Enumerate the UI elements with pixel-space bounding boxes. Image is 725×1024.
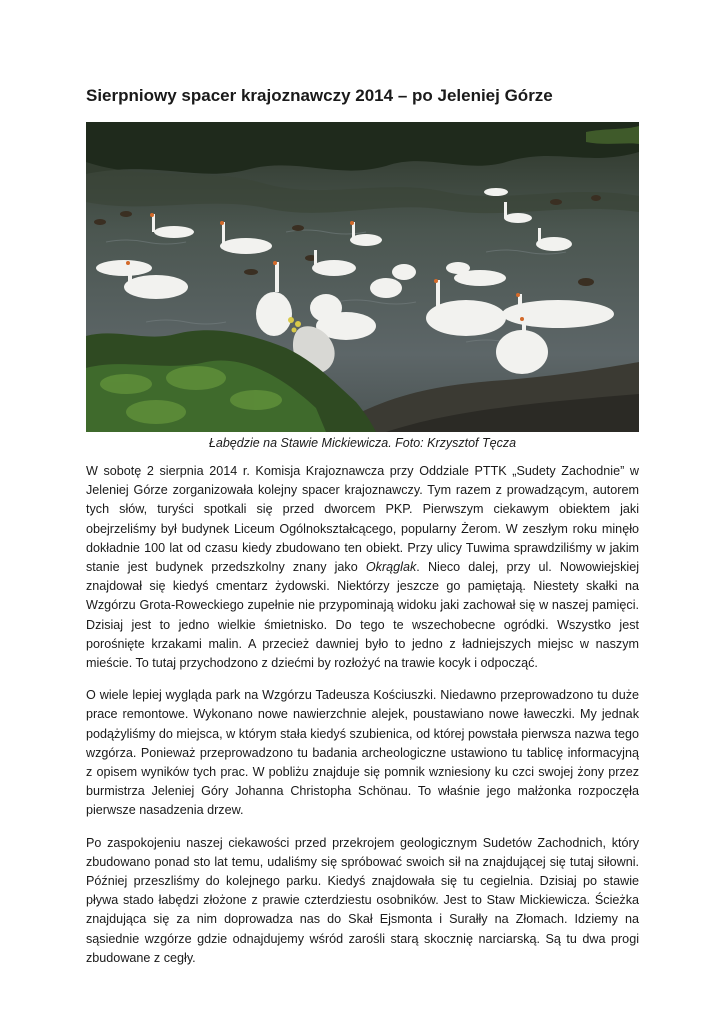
- document-title: Sierpniowy spacer krajoznawczy 2014 – po Jeleniej Górze: [86, 86, 553, 105]
- photo-caption: Łabędzie na Stawie Mickiewicza. Foto: Krzysztof Tęcza: [208, 436, 517, 450]
- paragraph-1: [86, 462, 639, 673]
- article-body: [86, 462, 639, 981]
- paragraph-2: O wiele lepiej wygląda park na Wzgórzu Tadeusza Kościuszki. Niedawno przeprowadzono tu duże prace remontowe. Wykonano nowe nawierzchnie alejek, poustawiano nowe ławeczki. My jednak podążyliśmy do miejsca, w którym stała kiedyś szubienica, od której powstała pierwsza nazwa tego wzgórza. Ponieważ przeprowadzono tu badania archeologiczne ustawiono tu tablicę informacyjną z opisem wyników tych prac. W pobliżu znajduje się pomnik wzniesiony ku czci swojej żony przez burmistrza Jeleniej Góry Johanna Christopha Schönau. To właśnie jego małżonka rozpoczęła pierwsze nasadzenia drzew.: [86, 688, 639, 818]
- paragraph-1-emphasis: Okrąglak: [365, 560, 417, 575]
- paragraph-1-text-start: W sobotę 2 sierpnia 2014 r. Komisja Krajoznawcza przy Oddziale PTTK „Sudety Zachodnie” w Jeleniej Górze zorganizowała kolejny spacer krajoznawczy. Tym razem z prowadzącym, autorem tych słów, turyści spotkali się przed dworcem PKP. Pierwszym ciekawym obiektem jaki obejrzeliśmy był budynek Liceum Ogólnokształcącego, popularny Żerom. W zeszłym roku minęło dokładnie 100 lat od czasu kiedy zbudowano ten obiekt. Przy ulicy Tuwima sprawdziliśmy w jakim stanie jest budynek przedszkolny znany jako: [86, 464, 639, 575]
- paragraph-1-text-end: . Nieco dalej, przy ul. Nowowiejskiej znajdował się kiedyś cmentarz żydowski. Niektórzy jeszcze go pamiętają. Niestety skałki na Wzgórzu Grota-Roweckiego zupełnie nie przypominają widoku jaki zachował się w naszej pamięci. Dzisiaj jest to jedno wielkie śmietnisko. Do tego te wszechobecne ogródki. Wszystko jest porośnięte krzakami malin. A przecież dawniej było to jedno z ładniejszych miejsc w naszym mieście. To tutaj przychodzono z dziećmi by rozłożyć na trawie kocyk i odpocząć.: [86, 560, 639, 671]
- swans-on-pond-photo: [86, 122, 639, 432]
- paragraph-3: Po zaspokojeniu naszej ciekawości przed przekrojem geologicznym Sudetów Zachodnich, który zbudowano ponad sto lat temu, udaliśmy się spróbować swoich sił na znajdującej się tutaj siłowni. Później przeszliśmy do kolejnego parku. Kiedyś znajdowała się tu cegielnia. Dzisiaj po stawie pływa stado łabędzi złożone z prawie czterdziestu osobników. Jest to Staw Mickiewicza. Ścieżka znajdująca się za nim doprowadza nas do Skał Ejsmonta i Surałły na Złomach. Idziemy na sąsiednie wzgórze gdzie odnajdujemy wśród zarośli starą skocznię narciarską. Są tu dwa progi zbudowane z cegły.: [86, 835, 639, 965]
